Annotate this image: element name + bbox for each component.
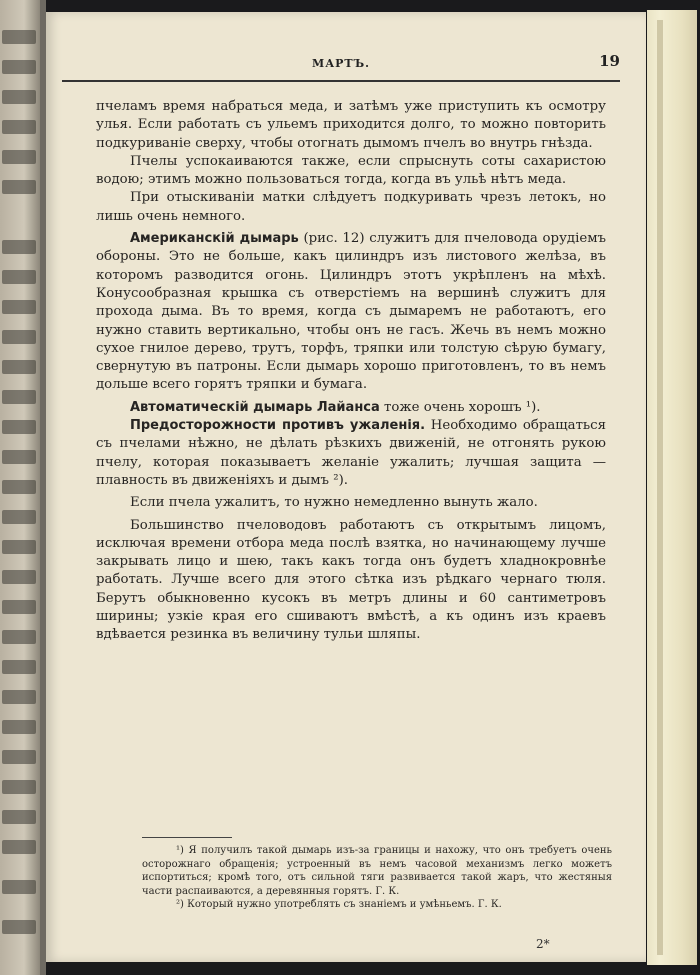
paragraph-layens-smoker xyxy=(96,399,606,417)
paragraph: При отыскиваніи матки слѣдуетъ подкуривать чрезъ летокъ, но лишь очень немного. xyxy=(96,190,606,224)
term-layens-smoker: Автоматическій дымарь Лайанса xyxy=(130,399,380,415)
text-layens-smoker: тоже очень хорошъ ¹). xyxy=(384,399,541,415)
footnote: ²) Который нужно употреблять съ знаніемъ и умѣньемъ. Г. К. xyxy=(176,899,502,910)
paragraph: Если пчела ужалитъ, то нужно немедленно вынуть жало. xyxy=(130,495,538,511)
header-rule xyxy=(62,80,620,82)
running-header xyxy=(62,48,620,82)
text-american-smoker: (рис. 12) служитъ для пчеловода орудіемъ обороны. Это не больше, какъ цилиндръ изъ листового желѣза, въ которомъ разводится огонь. Цилиндръ этотъ укрѣпленъ на мѣхѣ. Конусообразная крышка съ отверстіемъ на вершинѣ служитъ для прохода дыма. Въ то время, когда съ дымаремъ не работаютъ, его нужно ставить вертикально, чтобы онъ не гасъ. Жечь въ немъ можно сухое гнилое дерево, трутъ, торфъ, тряпки или толстую сѣрую бумагу, свернутую въ патроны. Если дымарь хорошо приготовленъ, то въ немъ дольше всего горятъ тряпки и бумага. xyxy=(96,231,606,393)
paragraph-precautions xyxy=(96,417,606,490)
page-number: 19 xyxy=(599,52,620,70)
right-page-edges xyxy=(647,10,697,965)
header-title: МАРТЪ. xyxy=(312,57,370,70)
footnote-rule xyxy=(142,837,232,838)
body-text xyxy=(96,98,606,645)
paragraph-american-smoker xyxy=(96,230,606,395)
footnotes xyxy=(142,844,612,912)
paragraph: Пчелы успокаиваются также, если спрыснуть соты сахаристою водою; этимъ можно пользоваться тогда, когда въ ульѣ нѣтъ меда. xyxy=(96,153,606,188)
book-page xyxy=(46,12,646,962)
right-page-edge-shadow xyxy=(657,20,663,955)
paragraph: Большинство пчеловодовъ работаютъ съ открытымъ лицомъ, исключая времени отбора меда послѣ взятка, но начинающему лучше закрывать лицо и шею, такъ какъ тогда онъ будетъ хладнокровнѣе работать. Лучше всего для этого сѣтка изъ рѣдкаго чернаго тюля. Берутъ обыкновенно кусокъ въ метръ длины и 60 сантиметровъ ширины; узкіе края его сшиваютъ вмѣстѣ, а къ одинъ изъ краевъ вдѣвается резинка въ величину тульи шляпы. xyxy=(96,517,606,643)
term-precautions: Предосторожности противъ ужаленія. xyxy=(130,418,426,434)
footnote: ¹) Я получилъ такой дымарь изъ-за границы и нахожу, что онъ требуетъ очень осторожнаго обращенія; устроенный въ немъ часовой механизмъ легко можетъ испортиться; кромѣ того, отъ сильной тяги развивается такой жаръ, что жестяныя части распаиваются, а деревянныя горятъ. Г. К. xyxy=(142,845,612,897)
text-precautions: Необходимо обращаться съ пчелами нѣжно, не дѣлать рѣзкихъ движеній, не отгонять рукою пчелу, которая показываетъ желаніе ужалить; лучшая защита — плавность въ движеніяхъ и дымъ ²). xyxy=(96,418,607,488)
term-american-smoker: Американскій дымарь xyxy=(130,231,299,247)
left-page-edge xyxy=(0,0,40,975)
signature-mark: 2* xyxy=(536,937,550,951)
paragraph: пчеламъ время набраться меда, и затѣмъ уже приступить къ осмотру улья. Если работать съ ульемъ приходится долго, то можно повторить подкуриваніе сверху, чтобы отогнать дымомъ пчелъ во внутрь гнѣзда. xyxy=(96,99,606,151)
